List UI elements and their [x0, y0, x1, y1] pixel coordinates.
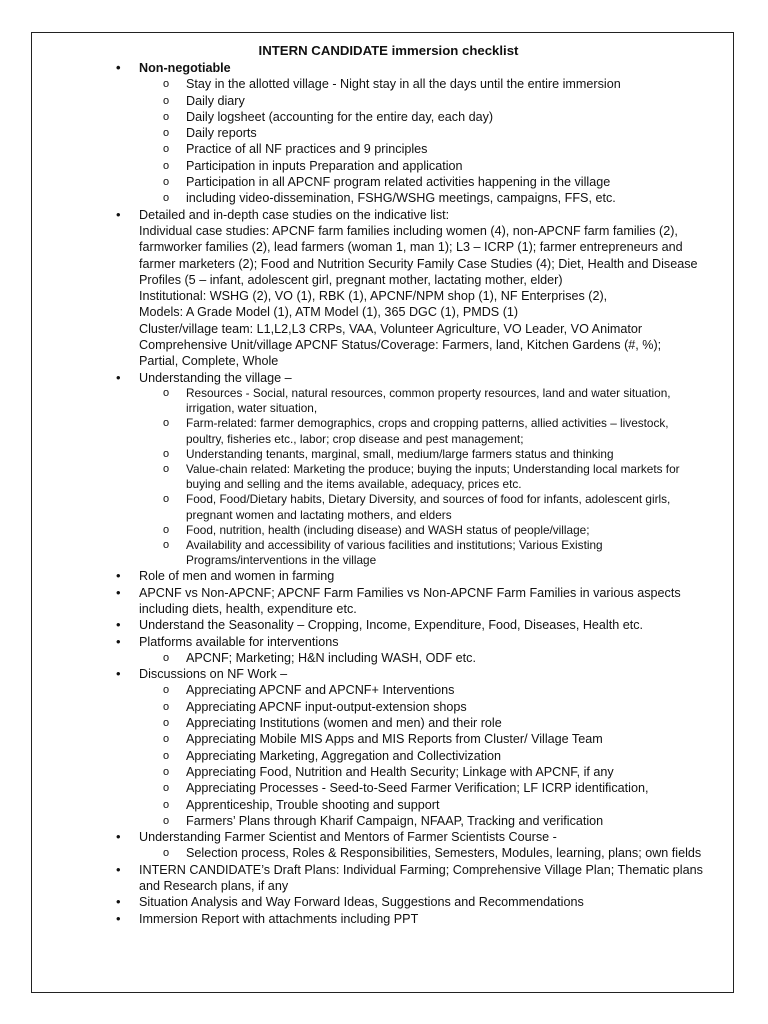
list-item: o Stay in the allotted village - Night stay in all the days until the entire immersion — [139, 76, 703, 92]
list-item: o Appreciating Institutions (women and men) and their role — [139, 715, 703, 731]
list-item-situation-analysis: • Situation Analysis and Way Forward Ideas, Suggestions and Recommendations — [32, 894, 733, 910]
discussions-sublist — [139, 682, 703, 829]
case-studies-models: Models: A Grade Model (1), ATM Model (1), 365 DGC (1), PMDS (1) — [139, 305, 519, 320]
list-item-farmer-scientist — [32, 829, 733, 862]
list-item: o Appreciating Mobile MIS Apps and MIS Reports from Cluster/ Village Team — [139, 731, 703, 747]
list-item: o Understanding tenants, marginal, small, medium/large farmers status and thinking — [139, 447, 703, 462]
list-item: o Availability and accessibility of various facilities and institutions; Various Existing Programs/interventions in the village — [139, 538, 703, 568]
list-item: o including video-dissemination, FSHG/WSHG meetings, campaigns, FFS, etc. — [139, 190, 703, 206]
list-item: o Participation in inputs Preparation and application — [139, 158, 703, 174]
case-studies-label: • Detailed and in-depth case studies on the indicative list: — [139, 207, 450, 222]
list-item: o Daily diary — [139, 93, 703, 109]
list-item: o Farm-related: farmer demographics, crops and cropping patterns, allied activities – livestock, poultry, fisheries etc., labor; crop disease and pest management; — [139, 416, 703, 446]
list-item: o Selection process, Roles & Responsibilities, Semesters, Modules, learning, plans; own fields — [139, 845, 703, 861]
farmer-scientist-sublist — [139, 845, 703, 861]
case-studies-comprehensive: Comprehensive Unit/village APCNF Status/Coverage: Farmers, land, Kitchen Gardens (#, %); Partial, Complete, Whole — [139, 338, 662, 369]
list-item: o Apprenticeship, Trouble shooting and support — [139, 797, 703, 813]
understanding-village-label: Understanding the village – — [139, 370, 292, 385]
list-item-platforms — [32, 634, 733, 667]
case-studies-cluster: Cluster/village team: L1,L2,L3 CRPs, VAA, Volunteer Agriculture, VO Leader, VO Animator — [139, 321, 643, 336]
non-negotiable-sublist — [139, 76, 703, 206]
list-item-seasonality: • Understand the Seasonality – Cropping, Income, Expenditure, Food, Diseases, Health etc. — [32, 617, 733, 633]
platforms-sublist — [139, 650, 703, 666]
list-item-apcnf-vs: • APCNF vs Non-APCNF; APCNF Farm Families vs Non-APCNF Farm Families in various aspects including diets, health, expenditure etc. — [32, 585, 733, 618]
list-item-draft-plans: • INTERN CANDIDATE’s Draft Plans: Individual Farming; Comprehensive Village Plan; Thematic plans and Research plans, if any — [32, 862, 733, 895]
list-item: o Value-chain related: Marketing the produce; buying the inputs; Understanding local markets for buying and selling and the items available, adequacy, prices etc. — [139, 462, 703, 492]
list-item: o Appreciating APCNF input-output-extension shops — [139, 699, 703, 715]
list-item: o Appreciating Marketing, Aggregation and Collectivization — [139, 748, 703, 764]
list-item-discussions — [32, 666, 733, 829]
discussions-label: Discussions on NF Work – — [139, 667, 288, 682]
list-item: o Appreciating Processes - Seed-to-Seed Farmer Verification; LF ICRP identification, — [139, 780, 703, 796]
list-item-case-studies — [32, 207, 733, 370]
list-item: o Appreciating Food, Nutrition and Health Security; Linkage with APCNF, if any — [139, 764, 703, 780]
list-item: o Food, Food/Dietary habits, Dietary Diversity, and sources of food for infants, adolescent girls, pregnant women and lactating mothers, and elders — [139, 492, 703, 522]
list-item: o Daily reports — [139, 125, 703, 141]
document-title: INTERN CANDIDATE immersion checklist — [258, 43, 519, 58]
list-item: o APCNF; Marketing; H&N including WASH, ODF etc. — [139, 650, 703, 666]
list-item: o Food, nutrition, health (including disease) and WASH status of people/village; — [139, 523, 703, 538]
list-item: o Appreciating APCNF and APCNF+ Interventions — [139, 682, 703, 698]
list-item-role-men-women: • Role of men and women in farming — [32, 568, 733, 584]
non-negotiable-label: Non-negotiable — [139, 61, 231, 75]
list-item: o Resources - Social, natural resources, common property resources, land and water situation, irrigation, water situation, — [139, 386, 703, 416]
understanding-village-sublist — [139, 386, 703, 568]
list-item-immersion-report: • Immersion Report with attachments including PPT — [32, 911, 733, 927]
case-studies-institutional: Institutional: WSHG (2), VO (1), RBK (1), APCNF/NPM shop (1), NF Enterprises (2), — [139, 289, 608, 304]
list-item-understanding-village — [32, 370, 733, 569]
list-item: o Daily logsheet (accounting for the entire day, each day) — [139, 109, 703, 125]
list-item-non-negotiable — [32, 60, 733, 207]
case-studies-individual: Individual case studies: APCNF farm families including women (4), non-APCNF farm families (2), farmworker families (2), lead farmers (woman 1, man 1); L3 – ICRP (1); farmer entrepreneurs and farmer marketers (2); Food and Nutrition Security Family Case Studies (4); Diet, Health and Disease Profiles (5 – infant, adolescent girl, pregnant mother, lactating mother, elder) — [139, 223, 698, 287]
document-content — [32, 43, 733, 927]
checklist — [32, 60, 733, 927]
page-frame — [31, 32, 734, 993]
list-item: o Participation in all APCNF program related activities happening in the village — [139, 174, 703, 190]
platforms-label: Platforms available for interventions — [139, 634, 339, 649]
list-item: o Farmers’ Plans through Kharif Campaign, NFAAP, Tracking and verification — [139, 813, 703, 829]
farmer-scientist-label: Understanding Farmer Scientist and Mentors of Farmer Scientists Course - — [139, 830, 557, 845]
list-item: o Practice of all NF practices and 9 principles — [139, 141, 703, 157]
